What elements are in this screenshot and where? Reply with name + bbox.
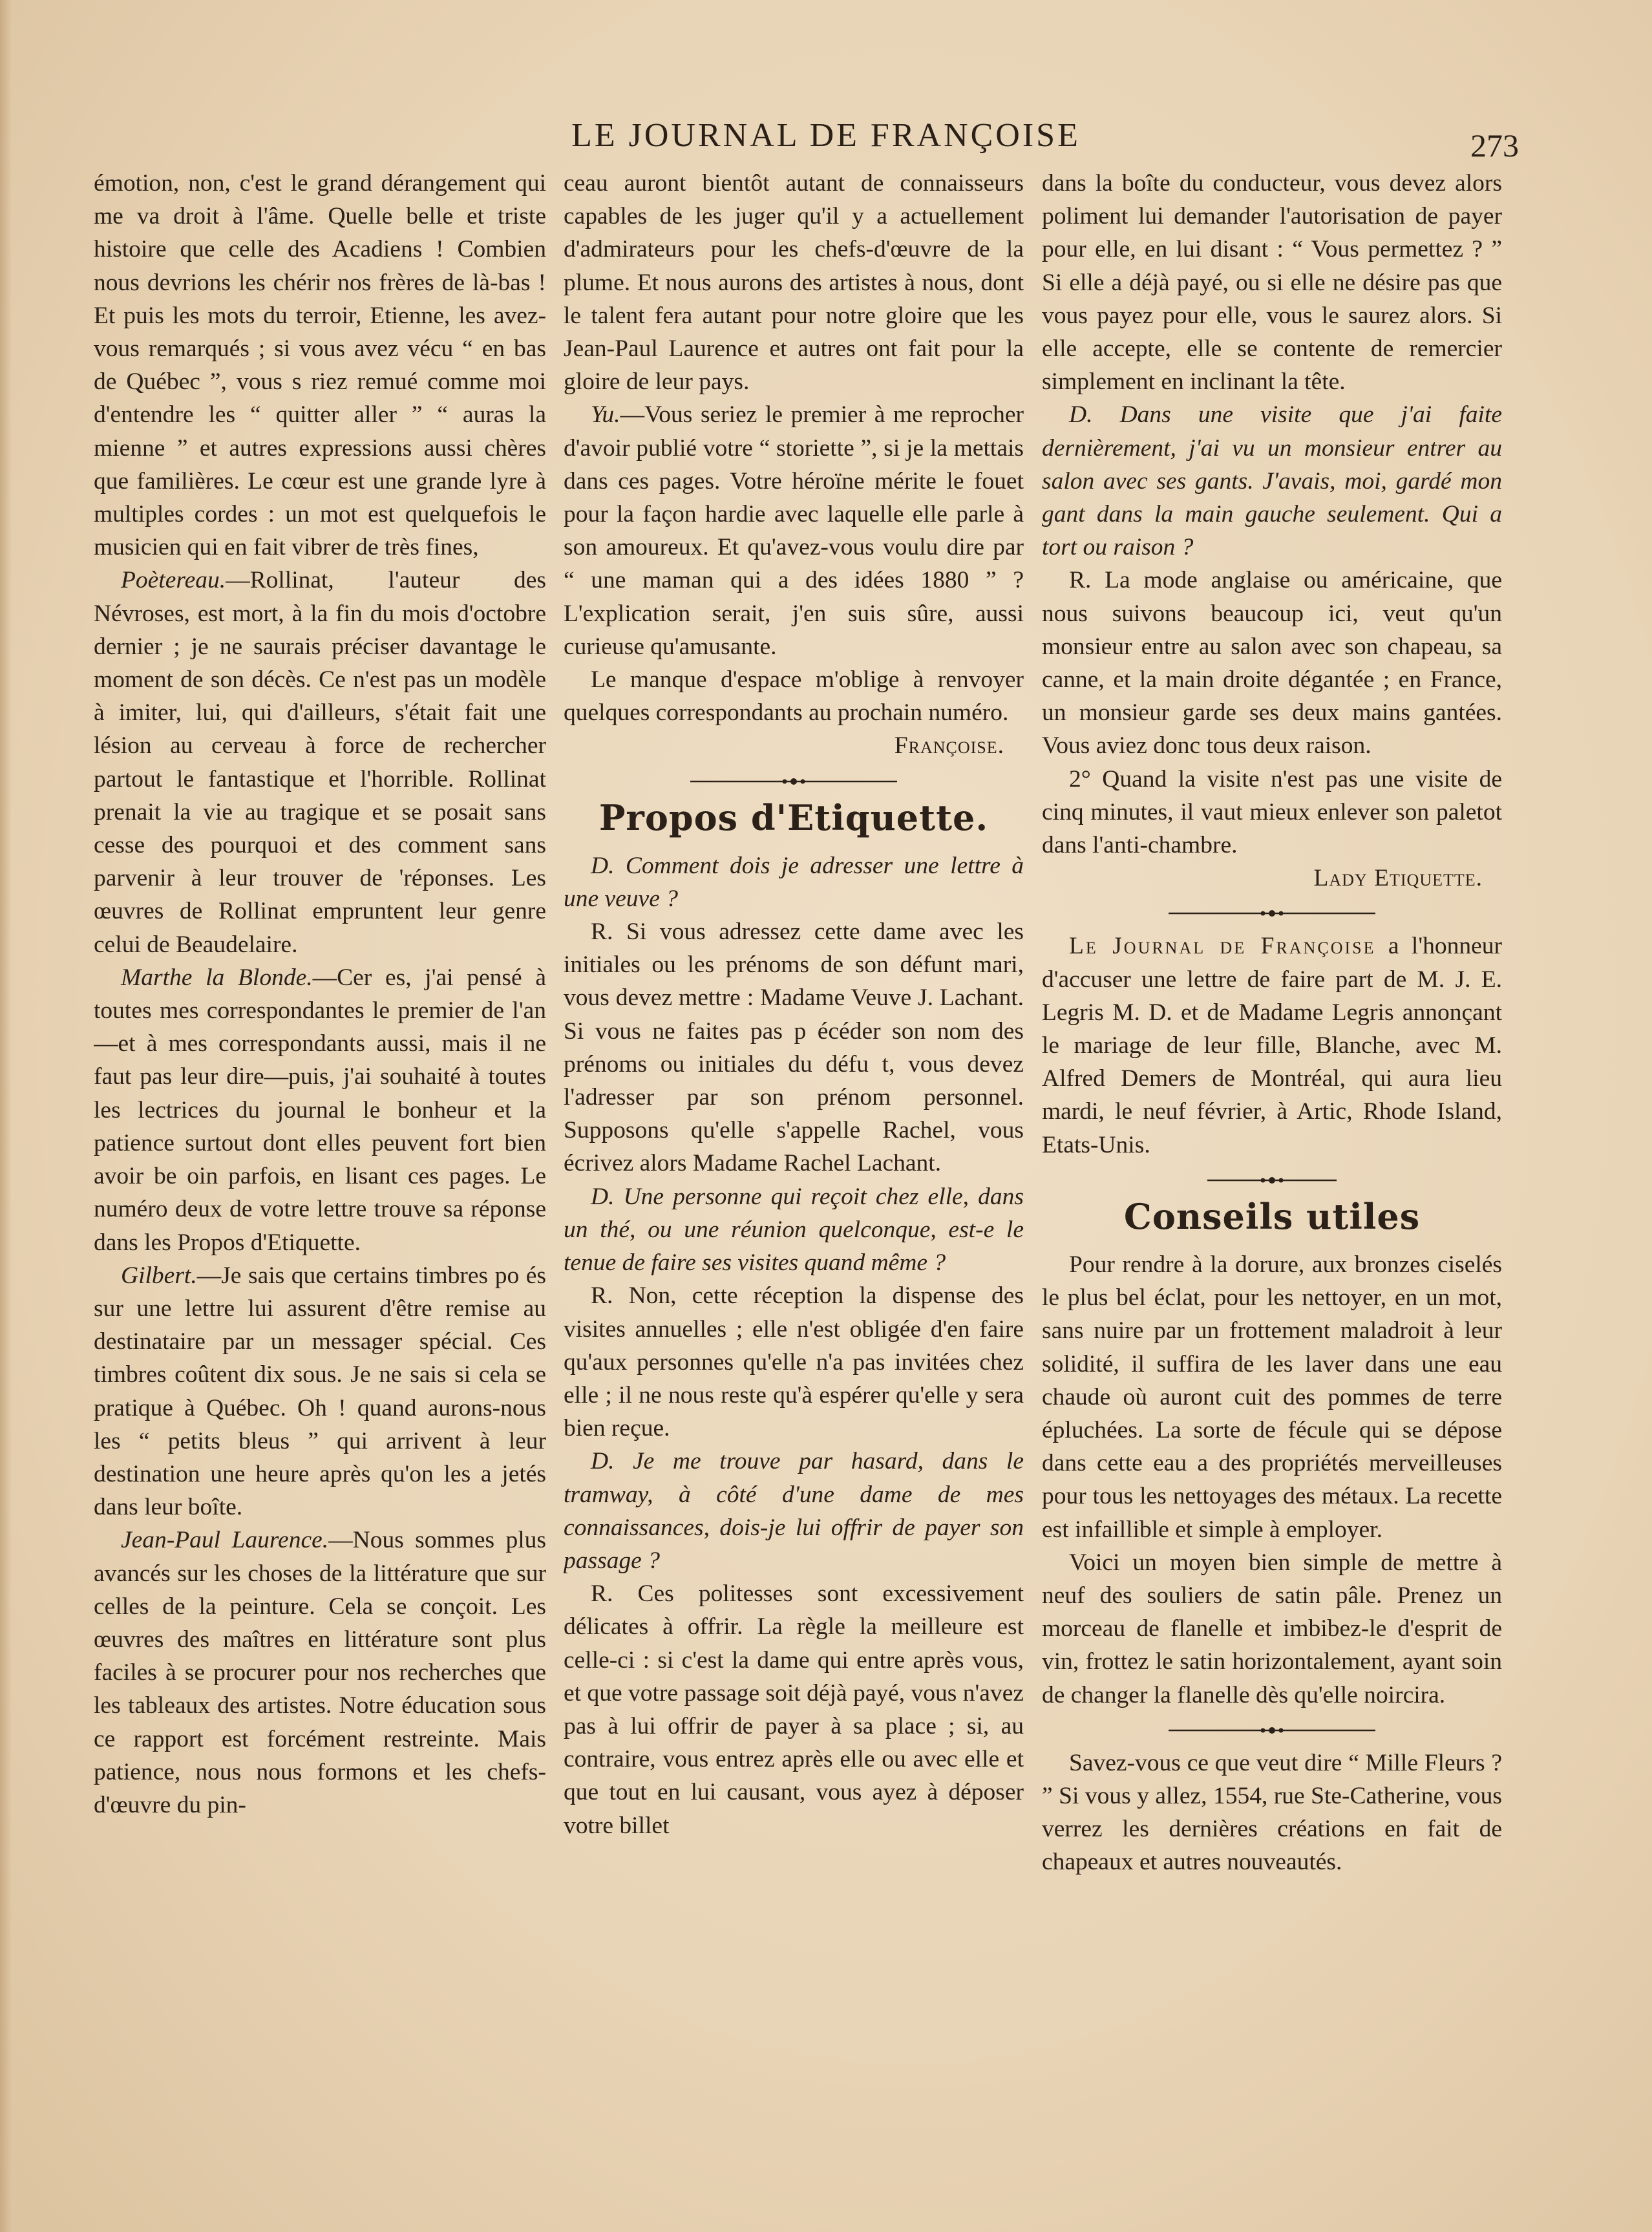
paragraph: ceau auront bientôt autant de connaisseurs capables de les juger qu'il y a actuellement d'admirateurs pour les chefs-d'œuvre de la plume. Et nous aurons des artistes à nous, dont le talent fera autant pour notre gloire que les Jean-Paul Laurence et autres ont fait pour la gloire de leur pays. bbox=[564, 170, 1024, 396]
page-header bbox=[0, 116, 1652, 162]
correspondent-reply bbox=[94, 961, 546, 1259]
announcement bbox=[1042, 930, 1502, 1161]
running-title: LE JOURNAL DE FRANÇOISE bbox=[571, 117, 1081, 154]
correspondent-name: Yu. bbox=[591, 401, 620, 429]
column-3 bbox=[1042, 167, 1502, 2171]
paragraph: émotion, non, c'est le grand dérangement qui me va droit à l'âme. Quelle belle et triste histoire que celle des Acadiens ! Combien nous devrions les chérir nos frères de là-bas ! Et puis les mots du terroir, Etienne, les avez-vous remarqués ; si vous avez vécu “ en bas de Québec ”, vous s riez remué comme moi d'entendre les “ quitter aller ” “ auras la mienne ” et autres expressions aussi chères que familières. Le cœur est une grande lyre à multiples cordes : un mot est quelquefois le musicien qui en fait vibrer de très fines, bbox=[94, 170, 546, 561]
advertisement: Savez-vous ce que veut dire “ Mille Fleurs ? ” Si vous y allez, 1554, rue Ste-Catherine, vous verrez les dernières créations en fait de chapeaux et autres nouveautés. bbox=[1042, 1749, 1502, 1876]
page-number: 273 bbox=[1470, 127, 1519, 164]
correspondent-reply bbox=[94, 1259, 546, 1524]
ornamental-divider bbox=[1042, 1721, 1502, 1740]
ornamental-divider bbox=[564, 772, 1024, 791]
answer: 2° Quand la visite n'est pas une visite de cinq minutes, il vaut mieux enlever son paletot dans l'anti-chambre. bbox=[1042, 765, 1502, 859]
section-heading-conseils: Conseils utiles bbox=[1123, 1195, 1421, 1237]
correspondent-reply bbox=[94, 1524, 546, 1822]
paragraph: Le manque d'espace m'oblige à renvoyer quelques correspondants au prochain numéro. bbox=[564, 666, 1024, 727]
correspondent-name: Gilbert. bbox=[121, 1262, 197, 1289]
page-binding-edge bbox=[0, 0, 12, 2232]
question: D. Comment dois je adresser une lettre à une veuve ? bbox=[564, 852, 1024, 912]
section-heading-etiquette: Propos d'Etiquette. bbox=[598, 796, 989, 838]
signature-lady-etiquette: Lady Etiquette. bbox=[1313, 865, 1483, 892]
paragraph: Voici un moyen bien simple de mettre à neuf des souliers de satin pâle. Prenez un morceau de flanelle et imbibez-le d'esprit de vin, frottez le satin horizontalement, ayant soin de changer la flanelle dès qu'elle noircira. bbox=[1042, 1549, 1502, 1708]
correspondent-reply bbox=[94, 564, 546, 961]
answer: R. Ces politesses sont excessivement délicates à offrir. La règle la meilleure est celle-ci : si c'est la dame qui entre après vous, et que votre passage soit déjà payé, vous n'avez pas à lui offrir de payer à sa place ; si, au contraire, vous entrez après elle ou avec elle et que tout en lui causant, vous ayez à déposer votre billet bbox=[564, 1580, 1024, 1839]
question: D. Je me trouve par hasard, dans le tramway, à côté d'une dame de mes connaissances, dois-je lui offrir de payer son passage ? bbox=[564, 1448, 1024, 1574]
divider-ornament-icon bbox=[1207, 1174, 1337, 1187]
column-1 bbox=[94, 167, 546, 2171]
reply-text: —Nous sommes plus avancés sur les choses de la littérature que sur celles de la peinture. Cela se conçoit. Les œuvres des maîtres en littérature sont plus faciles à se procurer pour nos recherches que les tableaux des artistes. Notre éducation sous ce rapport est forcément restreinte. Mais patience, nous nous formons et les chefs-d'œuvre du pin- bbox=[94, 1527, 546, 1818]
reply-text: —Cer es, j'ai pensé à toutes mes correspondantes le premier de l'an—et à mes correspondants aussi, mais il ne faut pas leur dire—puis, j'ai souhaité à toutes les lectrices du journal le bonheur et la patience surtout dont elles peuvent fort bien avoir be oin parfois, en lisant ces pages. Le numéro deux de votre lettre trouve sa réponse dans les Propos d'Etiquette. bbox=[94, 964, 546, 1256]
correspondent-reply bbox=[564, 398, 1024, 663]
divider-ornament-icon bbox=[1169, 1724, 1375, 1737]
announcement-text: a l'honneur d'accuser une lettre de faire part de M. J. E. Legris M. D. et de Madame Legris annonçant le mariage de leur fille, Blanche, avec M. Alfred Demers de Montréal, qui aura lieu mardi, le neuf février, à Artic, Rhode Island, Etats-Unis. bbox=[1042, 933, 1502, 1158]
column-2 bbox=[564, 167, 1024, 2171]
ornamental-divider bbox=[1042, 904, 1502, 923]
answer: R. La mode anglaise ou américaine, que nous suivons beaucoup ici, veut qu'un monsieur entre au salon avec son chapeau, sa canne, et la main droite dégantée ; en France, un monsieur garde ses deux mains gantées. Vous aviez donc tous deux raison. bbox=[1042, 567, 1502, 760]
reply-text: —Vous seriez le premier à me reprocher d'avoir publié votre “ storiette ”, si je la mettais dans ces pages. Votre héroïne mérite le fouet pour la façon hardie avec laquelle elle parle à son amoureux. Et qu'avez-vous voulu dire par “ une maman qui a des idées 1880 ” ? L'explication serait, j'en suis sûre, aussi curieuse qu'amusante. bbox=[564, 401, 1024, 660]
paragraph: dans la boîte du conducteur, vous devez alors poliment lui demander l'autorisation de payer pour elle, en lui disant : “ Vous permettez ? ” Si elle a déjà payé, ou si elle ne désire pas que vous payez pour elle, vous le saurez alors. Si elle accepte, elle se contente de remercier simplement en inclinant la tête. bbox=[1042, 170, 1502, 396]
question: D. Dans une visite que j'ai faite dernièrement, j'ai vu un monsieur entrer au salon avec ses gants. J'avais, moi, gardé mon gant dans la main gauche seulement. Qui a tort ou raison ? bbox=[1042, 401, 1502, 561]
question: D. Une personne qui reçoit chez elle, dans un thé, ou une réunion quelconque, est-e le tenue de faire ses visites quand même ? bbox=[564, 1183, 1024, 1277]
reply-text: —Je sais que certains timbres po és sur une lettre lui assurent d'être remise au destinataire par un messager spécial. Ces timbres coûtent dix sous. Je ne sais si cela se pratique à Québec. Oh ! quand aurons-nous les “ petits bleus ” qui arrivent à leur destination une heure après qu'on les a jetés dans leur boîte. bbox=[94, 1262, 546, 1521]
journal-name: Le Journal de Françoise bbox=[1069, 933, 1376, 960]
divider-ornament-icon bbox=[690, 775, 897, 788]
ornamental-divider bbox=[1042, 1171, 1502, 1190]
answer: R. Si vous adressez cette dame avec les initiales ou les prénoms de son défunt mari, vous devez mettre : Madame Veuve J. Lachant. Si vous ne faites pas p écéder son nom des prénoms ou initiales du défu t, vous devez l'adresser par son prénom personnel. Supposons qu'elle s'appelle Rachel, vous écrivez alors Madame Rachel Lachant. bbox=[564, 919, 1024, 1177]
paragraph: Pour rendre à la dorure, aux bronzes ciselés le plus bel éclat, pour les nettoyer, en un mot, sans nuire par un frottement maladroit à leur solidité, il suffira de les laver dans une eau chaude où auront cuit des pommes de terre épluchées. La sorte de fécule qui se dépose dans cette eau a des propriétés merveilleuses pour tous les nettoyages des métaux. La recette est infaillible et simple à employer. bbox=[1042, 1251, 1502, 1543]
correspondent-name: Poètereau. bbox=[121, 567, 226, 594]
signature-francoise: Françoise. bbox=[894, 732, 1004, 760]
correspondent-name: Marthe la Blonde. bbox=[121, 964, 313, 991]
reply-text: —Rollinat, l'auteur des Névroses, est mort, à la fin du mois d'octobre dernier ; je ne saurais préciser davantage le moment de son décès. Ce n'est pas un modèle à imiter, lui, qui d'ailleurs, s'était fait une lésion au cerveau à force de rechercher partout le fantastique et l'horrible. Rollinat prenait la vie au tragique et se posait sans cesse des pourquoi et des comment sans parvenir à leur trouver de 'réponses. Les œuvres de Rollinat empruntent leur genre celui de Beaudelaire. bbox=[94, 567, 546, 958]
answer: R. Non, cette réception la dispense des visites annuelles ; elle n'est obligée d'en faire qu'aux personnes qu'elle n'a pas invitées chez elle ; il ne nous reste qu'à espérer qu'elle y sera bien reçue. bbox=[564, 1282, 1024, 1442]
divider-ornament-icon bbox=[1169, 907, 1375, 920]
correspondent-name: Jean-Paul Laurence. bbox=[121, 1527, 329, 1554]
